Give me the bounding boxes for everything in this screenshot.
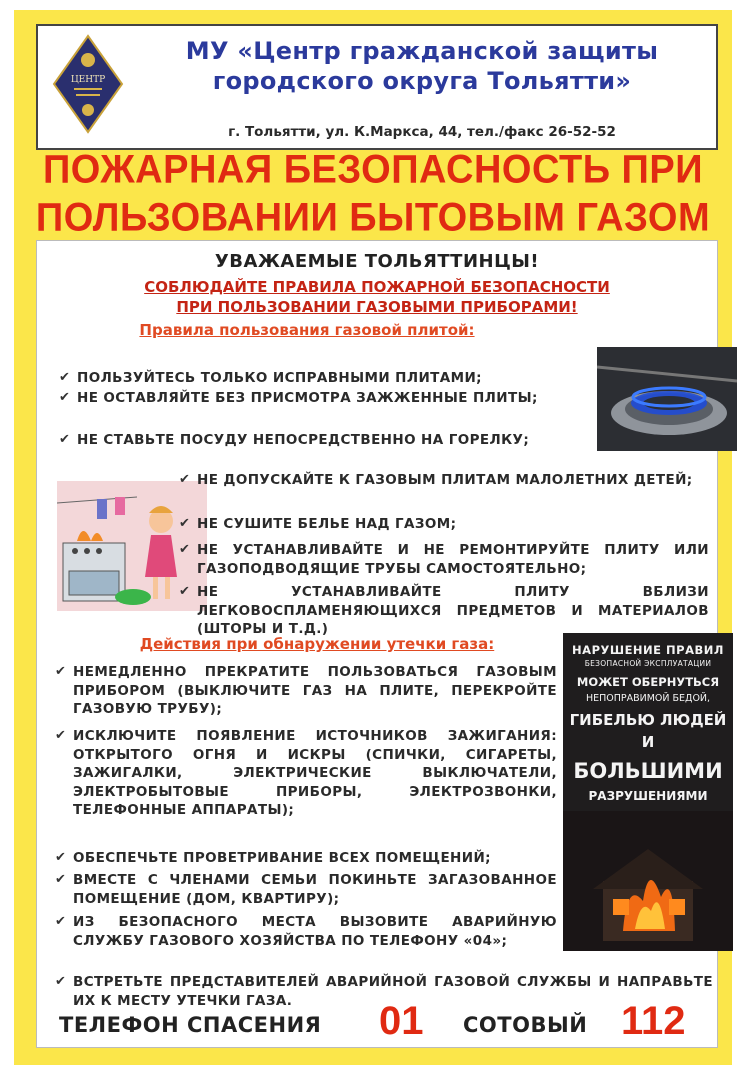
warning-line1: НАРУШЕНИЕ ПРАВИЛ — [572, 643, 724, 657]
leak-action-5: ✔ ИЗ БЕЗОПАСНОГО МЕСТА ВЫЗОВИТЕ АВАРИЙНУЮ СЛУЖБУ ГАЗОВОГО ХОЗЯЙСТВА ПО ТЕЛЕФОНУ «04»; — [55, 914, 557, 949]
stove-rule-4: ✔ НЕ ДОПУСКАЙТЕ К ГАЗОВЫМ ПЛИТАМ МАЛОЛЕТНИХ ДЕТЕЙ; — [179, 472, 693, 488]
warning-line8: РАЗРУШЕНИЯМИ — [588, 789, 708, 803]
stove-rule-5: ✔ НЕ СУШИТЕ БЕЛЬЕ НАД ГАЗОМ; — [179, 516, 457, 532]
check-icon: ✔ — [55, 850, 67, 865]
mobile-phone-label: СОТОВЫЙ — [463, 1013, 588, 1037]
emergency-phones — [37, 999, 717, 1045]
greeting: УВАЖАЕМЫЕ ТОЛЬЯТТИНЦЫ! — [214, 251, 540, 272]
warning-line2: БЕЗОПАСНОЙ ЭКСПЛУАТАЦИИ — [584, 659, 712, 668]
warning-box — [563, 633, 733, 951]
warning-line5: ГИБЕЛЬЮ ЛЮДЕЙ — [569, 711, 727, 729]
poster — [14, 10, 732, 1065]
check-icon: ✔ — [55, 872, 67, 887]
leak-action-1: ✔ НЕМЕДЛЕННО ПРЕКРАТИТЕ ПОЛЬЗОВАТЬСЯ ГАЗОВЫМ ПРИБОРОМ (ВЫКЛЮЧИТЕ ГАЗ НА ПЛИТЕ, ПЕРЕКРОЙТЕ ГАЗОВУЮ ТРУБУ); — [55, 664, 557, 717]
organization-address: г. Тольятти, ул. К.Маркса, 44, тел./факс 26-52-52 — [228, 124, 616, 140]
warning-line3: МОЖЕТ ОБЕРНУТЬСЯ — [576, 675, 720, 689]
mobile-phone-number: 112 — [621, 999, 686, 1043]
stove-rule-2: ✔ НЕ ОСТАВЛЯЙТЕ БЕЗ ПРИСМОТРА ЗАЖЖЕННЫЕ ПЛИТЫ; — [59, 390, 538, 406]
check-icon: ✔ — [59, 432, 71, 447]
leak-action-6: ✔ ВСТРЕТЬТЕ ПРЕДСТАВИТЕЛЕЙ АВАРИЙНОЙ ГАЗОВОЙ СЛУЖБЫ И НАПРАВЬТЕ ИХ К МЕСТУ УТЕЧКИ ГАЗА. — [55, 974, 713, 1009]
check-icon: ✔ — [179, 472, 191, 487]
check-icon: ✔ — [55, 664, 67, 679]
stove-rule-6: ✔ НЕ УСТАНАВЛИВАЙТЕ И НЕ РЕМОНТИРУЙТЕ ПЛИТУ ИЛИ ГАЗОПОДВОДЯЩИЕ ТРУБЫ САМОСТОЯТЕЛЬНО; — [179, 542, 709, 577]
org-name-line2: городского округа Тольятти» — [212, 67, 632, 95]
leak-action-2: ✔ ИСКЛЮЧИТЕ ПОЯВЛЕНИЕ ИСТОЧНИКОВ ЗАЖИГАНИЯ: ОТКРЫТОГО ОГНЯ И ИСКРЫ (СПИЧКИ, СИГАРЕТЫ, ЗАЖИГАЛКИ, ЭЛЕКТРИЧЕСКИЕ ВЫКЛЮЧАТЕЛИ, ЭЛЕКТРОБЫТОВЫЕ ПРИБОРЫ, ЭЛЕКТРОЗВОНКИ, ТЕЛЕФОННЫЕ АППАРАТЫ); — [55, 728, 557, 818]
poster-title-line1: ПОЖАРНАЯ БЕЗОПАСНОСТЬ ПРИ — [42, 147, 704, 193]
check-icon: ✔ — [179, 516, 191, 531]
check-icon: ✔ — [179, 584, 191, 599]
stove-rule-3: ✔ НЕ СТАВЬТЕ ПОСУДУ НЕПОСРЕДСТВЕННО НА ГОРЕЛКУ; — [59, 432, 530, 448]
stove-rules-heading: Правила пользования газовой плитой: — [139, 321, 475, 339]
content-panel — [36, 240, 727, 1048]
warning-line7: БОЛЬШИМИ — [573, 759, 723, 783]
check-icon: ✔ — [55, 914, 67, 929]
logo-text: ЦЕНТР — [70, 75, 106, 85]
check-icon: ✔ — [179, 542, 191, 557]
leak-action-3: ✔ ОБЕСПЕЧЬТЕ ПРОВЕТРИВАНИЕ ВСЕХ ПОМЕЩЕНИЙ; — [55, 850, 491, 866]
organization-name — [134, 36, 710, 96]
rescue-phone-number: 01 — [379, 999, 424, 1043]
gas-burner-image — [597, 347, 737, 451]
organization-header — [36, 24, 718, 150]
check-icon: ✔ — [55, 728, 67, 743]
leak-action-4: ✔ ВМЕСТЕ С ЧЛЕНАМИ СЕМЬИ ПОКИНЬТЕ ЗАГАЗОВАННОЕ ПОМЕЩЕНИЕ (ДОМ, КВАРТИРУ); — [55, 872, 557, 907]
check-icon: ✔ — [59, 390, 71, 405]
civil-defense-logo — [52, 34, 124, 134]
warning-line6: И — [641, 733, 655, 751]
appeal-line2: ПРИ ПОЛЬЗОВАНИИ ГАЗОВЫМИ ПРИБОРАМИ! — [176, 298, 578, 316]
check-icon: ✔ — [55, 974, 67, 989]
leak-actions-heading: Действия при обнаружении утечки газа: — [139, 635, 495, 653]
appeal-line1: СОБЛЮДАЙТЕ ПРАВИЛА ПОЖАРНОЙ БЕЗОПАСНОСТИ — [144, 278, 610, 296]
stove-rule-1: ✔ ПОЛЬЗУЙТЕСЬ ТОЛЬКО ИСПРАВНЫМИ ПЛИТАМИ; — [59, 370, 482, 386]
org-name-line1: МУ «Центр гражданской защиты — [185, 37, 659, 65]
check-icon: ✔ — [59, 370, 71, 385]
warning-line4: НЕПОПРАВИМОЙ БЕДОЙ, — [585, 693, 711, 704]
stove-rule-7: ✔ НЕ УСТАНАВЛИВАЙТЕ ПЛИТУ ВБЛИЗИ ЛЕГКОВОСПЛАМЕНЯЮЩИХСЯ ПРЕДМЕТОВ И МАТЕРИАЛОВ (ШТОРЫ И Т.Д.) — [179, 584, 709, 637]
house-fire-image — [563, 811, 733, 951]
rescue-phone-label: ТЕЛЕФОН СПАСЕНИЯ — [59, 1013, 322, 1037]
poster-title-line2: ПОЛЬЗОВАНИИ БЫТОВЫМ ГАЗОМ — [35, 195, 711, 241]
